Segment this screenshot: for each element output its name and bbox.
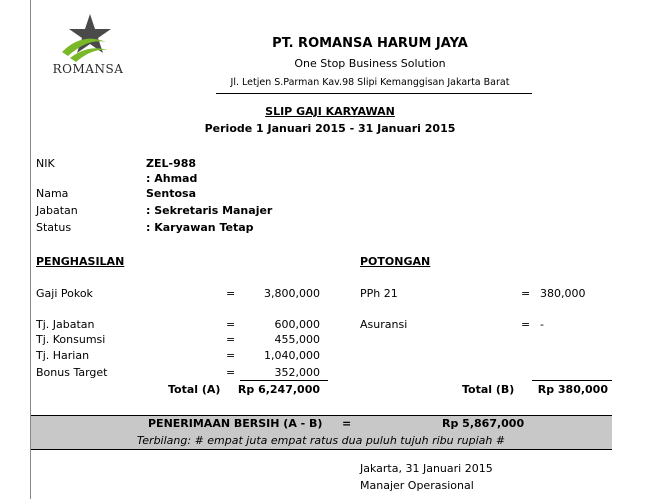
income-eq: = <box>226 349 236 362</box>
net-pay-label: PENERIMAAN BERSIH (A - B) <box>148 417 323 430</box>
signature-place-date: Jakarta, 31 Januari 2015 <box>360 462 493 475</box>
company-address: Jl. Letjen S.Parman Kav.98 Slipi Kemanggisan Jakarta Barat <box>230 77 510 88</box>
deduction-label: PPh 21 <box>360 287 398 300</box>
deduction-value: 380,000 <box>540 287 586 300</box>
income-header: PENGHASILAN <box>36 255 125 268</box>
status-value: : Karyawan Tetap <box>146 221 254 234</box>
net-pay-value: Rp 5,867,000 <box>442 417 525 430</box>
star-swoosh-logo-icon <box>48 12 128 64</box>
income-total-label: Total (A) <box>168 383 221 396</box>
income-value: 352,000 <box>274 366 320 379</box>
deduction-label: Asuransi <box>360 318 408 331</box>
company-tagline: One Stop Business Solution <box>294 57 446 70</box>
status-label: Status <box>36 221 72 234</box>
slip-title: SLIP GAJI KARYAWAN <box>265 105 395 118</box>
income-eq: = <box>226 318 236 331</box>
income-label: Tj. Jabatan <box>36 318 95 331</box>
income-total-value: Rp 6,247,000 <box>237 383 320 396</box>
net-pay-eq: = <box>342 417 352 430</box>
header-divider <box>216 93 532 94</box>
company-name: PT. ROMANSA HARUM JAYA <box>272 36 468 51</box>
logo-wordmark: ROMANSA <box>52 62 124 76</box>
income-value: 455,000 <box>274 333 320 346</box>
slip-period: Periode 1 Januari 2015 - 31 Januari 2015 <box>204 122 456 135</box>
income-value: 3,800,000 <box>264 287 320 300</box>
deduction-eq: = <box>521 287 531 300</box>
deduction-total-value: Rp 380,000 <box>537 383 608 396</box>
deduction-total-label: Total (B) <box>462 383 515 396</box>
income-eq: = <box>226 333 236 346</box>
income-label: Tj. Harian <box>36 349 90 362</box>
deduction-eq: = <box>521 318 531 331</box>
income-value: 1,040,000 <box>264 349 320 362</box>
deduction-value: - <box>540 318 544 331</box>
income-eq: = <box>226 287 236 300</box>
company-logo <box>48 12 128 80</box>
deduction-subtotal-rule <box>532 380 612 381</box>
income-subtotal-rule <box>240 380 328 381</box>
signature-role: Manajer Operasional <box>360 479 474 492</box>
jabatan-value: : Sekretaris Manajer <box>146 204 273 217</box>
income-label: Tj. Konsumsi <box>36 333 106 346</box>
income-label: Bonus Target <box>36 366 108 379</box>
nama-label: Nama <box>36 187 69 200</box>
income-eq: = <box>226 366 236 379</box>
income-value: 600,000 <box>274 318 320 331</box>
left-edge-line <box>30 0 31 499</box>
nik-label: NIK <box>36 157 55 170</box>
income-label: Gaji Pokok <box>36 287 93 300</box>
employee-first-name: : Ahmad <box>146 172 198 185</box>
terbilang-text: Terbilang: # empat juta empat ratus dua puluh tujuh ribu rupiah # <box>136 434 506 447</box>
deduction-header: POTONGAN <box>360 255 431 268</box>
jabatan-label: Jabatan <box>36 204 78 217</box>
nik-value: ZEL-988 <box>146 157 197 170</box>
nama-value: Sentosa <box>146 187 196 200</box>
